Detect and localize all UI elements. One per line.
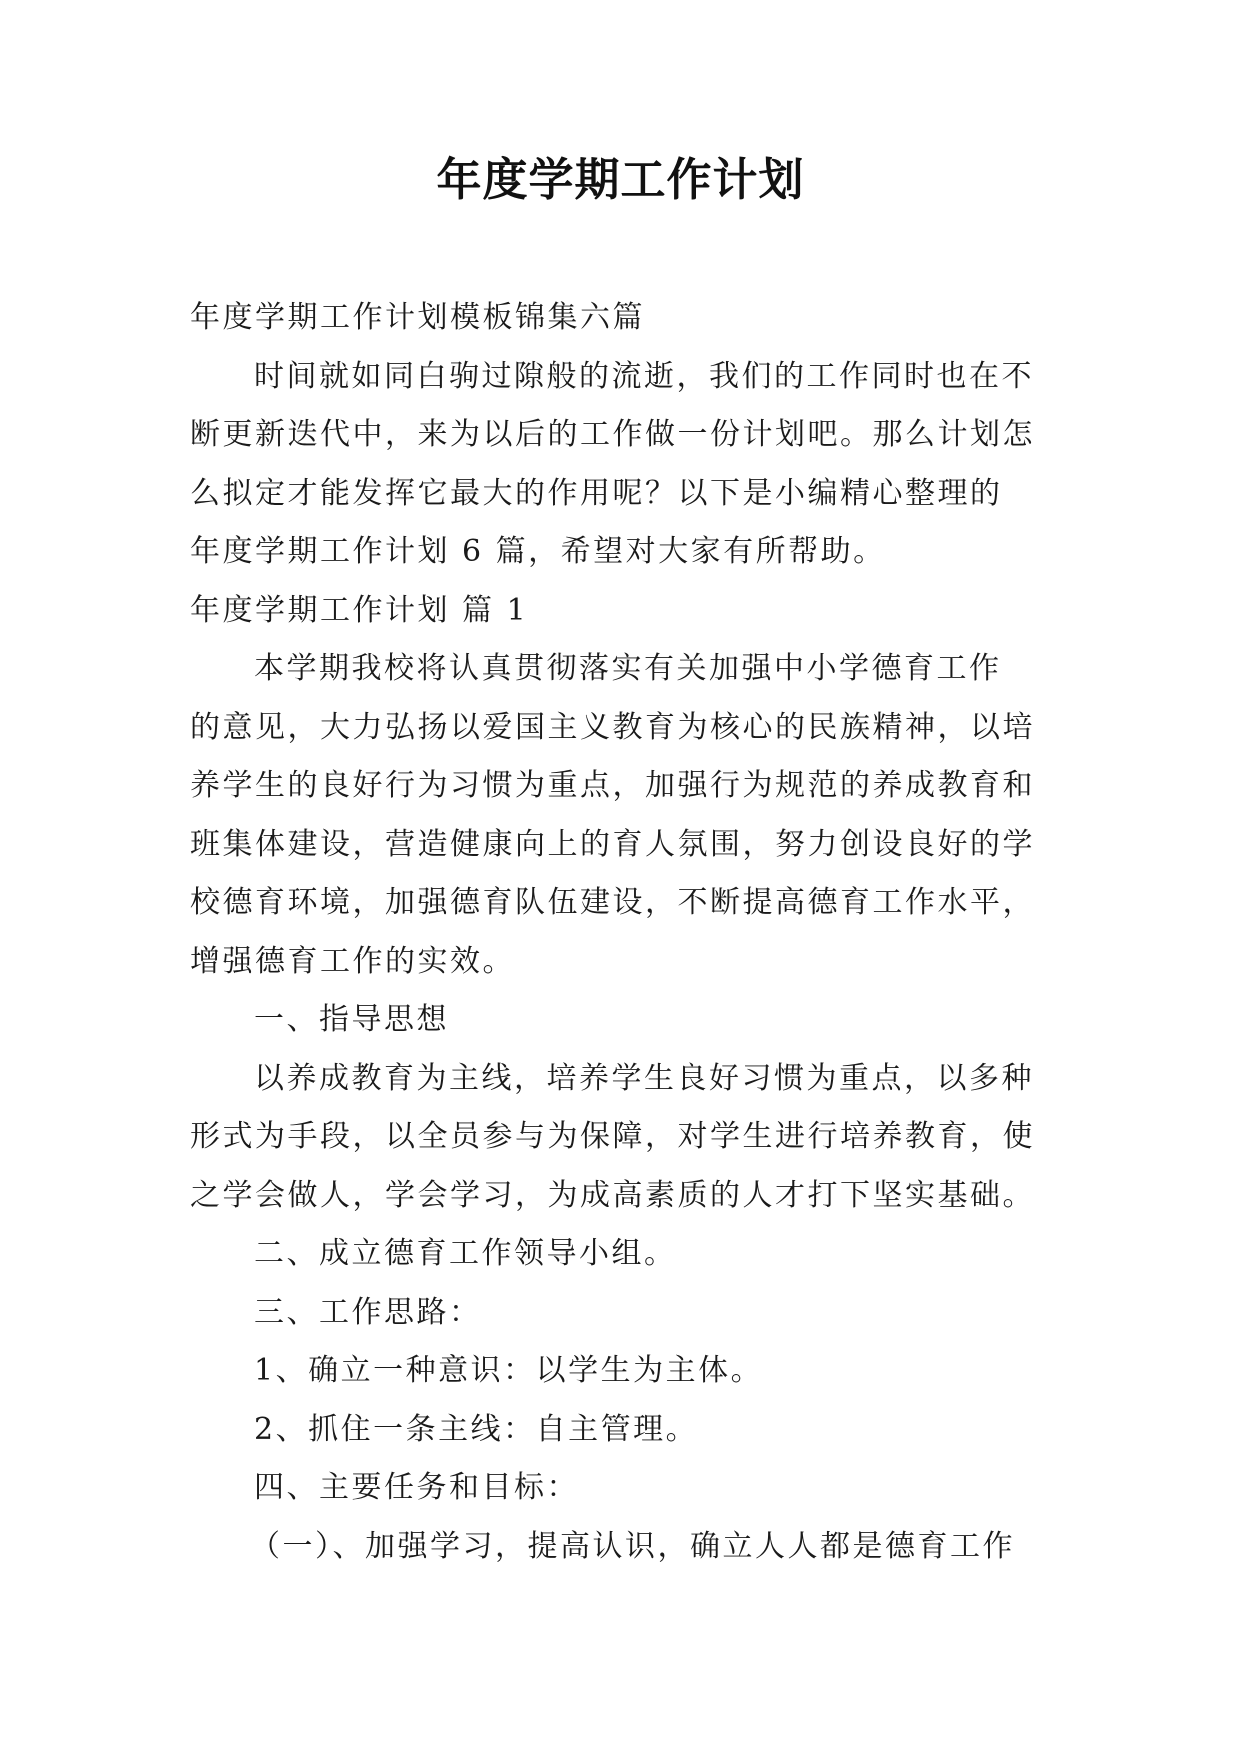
paragraph-line: 班集体建设，营造健康向上的育人氛围，努力创设良好的学 <box>190 826 1035 862</box>
paragraph-line: 之学会做人，学会学习，为成高素质的人才打下坚实基础。 <box>190 1177 1035 1213</box>
paragraph-line: 校德育环境，加强德育队伍建设，不断提高德育工作水平， <box>190 885 1035 920</box>
paragraph-line: 年度学期工作计划 6 篇，希望对大家有所帮助。 <box>190 534 886 569</box>
list-heading: 四、主要任务和目标： <box>254 1470 579 1505</box>
document-body <box>190 289 1050 1576</box>
page-title: 年度学期工作计划 <box>436 153 805 206</box>
paragraph-line: 养学生的良好行为习惯为重点，加强行为规范的养成教育和 <box>190 768 1035 803</box>
section-heading: 年度学期工作计划 篇 1 <box>190 592 529 628</box>
paragraph-line: 形式为手段，以全员参与为保障，对学生进行培养教育，使 <box>190 1119 1035 1154</box>
list-heading: 二、成立德育工作领导小组。 <box>254 1236 677 1271</box>
list-heading: 三、工作思路： <box>254 1294 482 1330</box>
subtitle-line: 年度学期工作计划模板锦集六篇 <box>190 300 645 335</box>
paragraph-line: 时间就如同白驹过隙般的流逝，我们的工作同时也在不 <box>254 358 1034 394</box>
paragraph-line: 以养成教育为主线，培养学生良好习惯为重点，以多种 <box>254 1060 1034 1096</box>
list-item: 1、确立一种意识：以学生为主体。 <box>254 1353 764 1388</box>
list-heading: 一、指导思想 <box>254 1002 449 1037</box>
paragraph-line: 的意见，大力弘扬以爱国主义教育为核心的民族精神，以培 <box>190 709 1035 745</box>
list-item: 2、抓住一条主线：自主管理。 <box>254 1411 699 1447</box>
paragraph-line: 断更新迭代中，来为以后的工作做一份计划吧。那么计划怎 <box>190 417 1035 452</box>
list-item: （一）、加强学习，提高认识，确立人人都是德育工作 <box>250 1528 1015 1564</box>
paragraph-line: 增强德育工作的实效。 <box>190 943 515 979</box>
paragraph-line: 么拟定才能发挥它最大的作用呢？以下是小编精心整理的 <box>190 475 1003 511</box>
paragraph-line: 本学期我校将认真贯彻落实有关加强中小学德育工作 <box>254 651 1002 686</box>
